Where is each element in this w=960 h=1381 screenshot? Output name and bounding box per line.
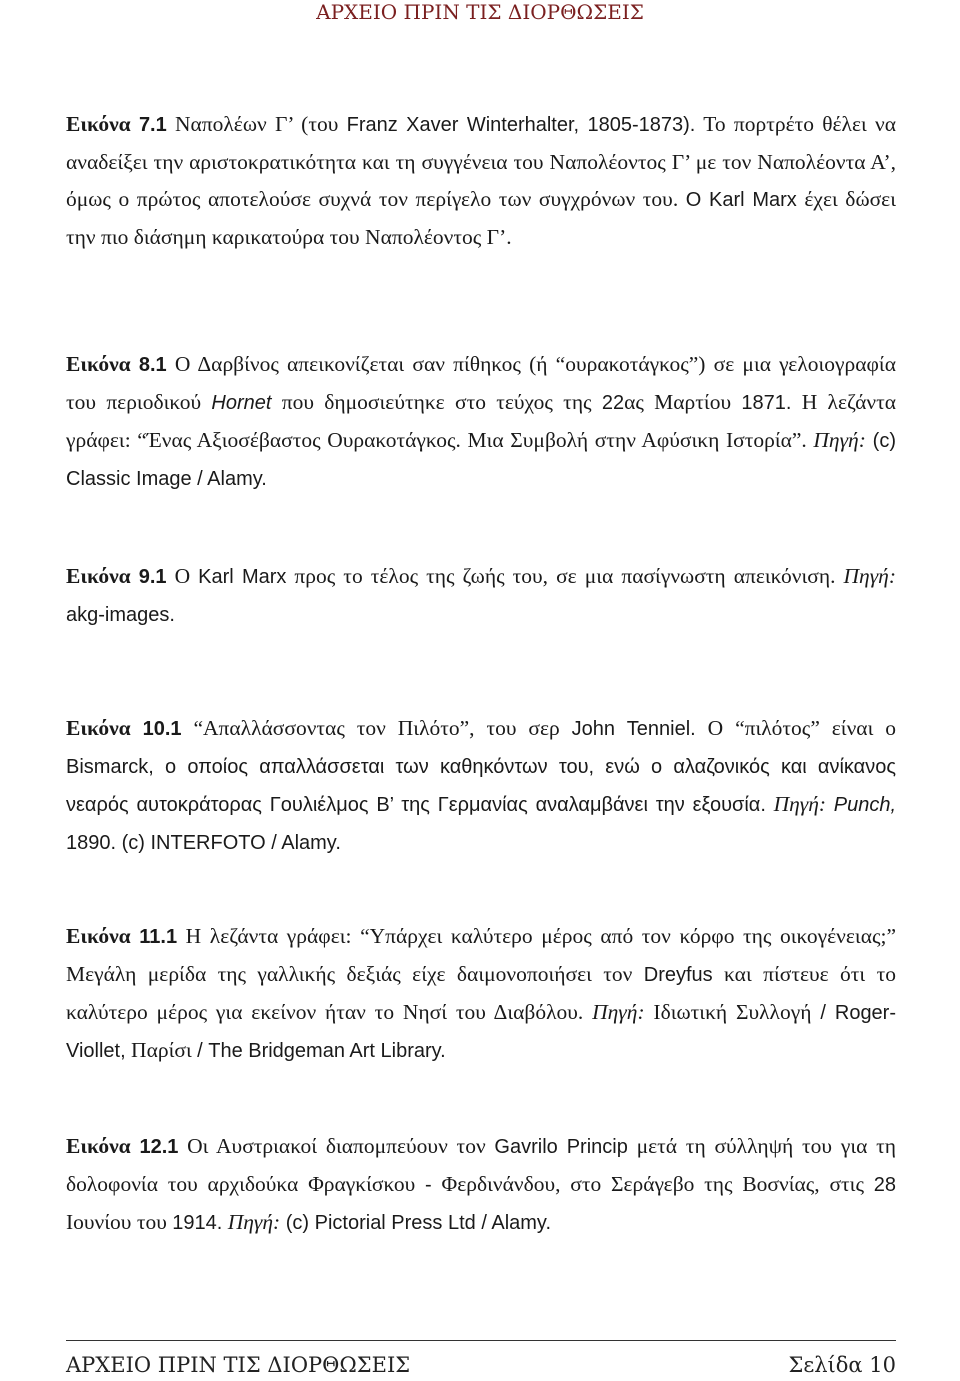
caption-text [826, 792, 834, 816]
caption-text: / Roger-Viollet, [66, 1002, 897, 1062]
caption-text: Φερδινάνδου, στο Σεράγεβο της Βοσνίας, στις [431, 1172, 874, 1196]
caption-text: Η λεζάντα γράφει: “Υπάρχει καλύτερο μέρος από τον κόρφο της οικογένειας;” Μεγάλη μερίδα της γαλλικής δεξιάς είχε δαιμονοποιήσει τον [66, 924, 897, 986]
caption-11-1 [66, 918, 896, 1070]
caption-text: Hornet [211, 392, 272, 414]
caption-number: 11.1 [139, 926, 178, 948]
caption-text: και πίστευε ότι το καλύτερο μέρος για εκείνον ήταν το Νησί του Διαβόλου. [66, 962, 896, 1024]
caption-text: Karl Marx [198, 566, 287, 588]
caption-7-1 [66, 106, 896, 256]
caption-text: 1914. [172, 1212, 223, 1234]
caption-text: έχει δώσει την πιο διάσημη καρικατούρα του Ναπολέοντος Γ’. [66, 187, 896, 249]
footer-title: ΑΡΧΕΙΟ ΠΡΙΝ ΤΙΣ ΔΙΟΡΘΩΣΕΙΣ [66, 1353, 411, 1377]
caption-9-1 [66, 558, 896, 634]
caption-number: 7.1 [138, 114, 167, 136]
caption-text: Πηγή: [773, 792, 827, 816]
caption-text: John Tenniel. [571, 718, 696, 740]
caption-text: 22 [601, 392, 625, 414]
caption-text: ας Μαρτίου [624, 390, 742, 414]
caption-text: ) σε μια γελοιογραφία του περιοδικού [66, 352, 896, 414]
page-header: ΑΡΧΕΙΟ ΠΡΙΝ ΤΙΣ ΔΙΟΡΘΩΣΕΙΣ [316, 0, 644, 24]
caption-text: akg-images. [66, 604, 175, 626]
caption-text: Η λεζάντα γράφει: “Ένας Αξιοσέβαστος Ουρακοτάγκος. Μια Συμβολή στην Αφύσικη Ιστορία”. [66, 390, 897, 452]
caption-text: Punch, [833, 794, 896, 816]
caption-text: Bismarck, ο οποίος απαλλάσσεται των καθηκόντων του, ενώ ο αλαζονικός και ανίκανος νεαρός αυτοκράτορας Γουλιέλμος Β’ της Γερμανίας αναλαμβάνει την εξουσία. [66, 756, 896, 816]
caption-text: (c) Classic Image / Alamy. [66, 430, 896, 490]
caption-text: 28 [873, 1174, 896, 1196]
caption-text: Ο “πιλότος” είναι ο [695, 716, 897, 740]
caption-number: 10.1 [142, 718, 182, 740]
caption-label: Εικόνα [66, 112, 131, 136]
caption-12-1 [66, 1128, 896, 1242]
caption-text: 1871. [741, 392, 792, 414]
caption-text: Ο [166, 564, 199, 588]
caption-label: Εικόνα [66, 716, 131, 740]
caption-text: Gavrilo Princip [494, 1136, 628, 1158]
caption-text: 1890. (c) INTERFOTO / Alamy. [66, 832, 341, 854]
caption-text: Ιουνίου του [66, 1210, 173, 1234]
caption-text: / The Bridgeman Art Library. [197, 1040, 446, 1062]
caption-label: Εικόνα [66, 924, 131, 948]
caption-text: Πηγή: [592, 1000, 645, 1024]
page-number: Σελίδα 10 [788, 1353, 896, 1377]
caption-text: Οι Αυστριακοί διαπομπεύουν τον [178, 1134, 495, 1158]
caption-text: Dreyfus [643, 964, 713, 986]
caption-text: Ο Karl Marx [685, 189, 797, 211]
caption-text: Πηγή: [813, 428, 866, 452]
caption-text: Παρίσι [125, 1038, 198, 1062]
caption-number: 9.1 [138, 566, 167, 588]
caption-8-1 [66, 346, 896, 498]
caption-text: Ναπολέων Γ’ (του [166, 112, 347, 136]
caption-text: Franz Xaver Winterhalter, 1805-1873). [346, 114, 696, 136]
caption-text: που δημοσιεύτηκε στο τεύχος της [271, 390, 602, 414]
caption-10-1 [66, 710, 896, 862]
caption-text: Το πορτρέτο θέλει να αναδείξει την αριστοκρατικότητα και τη συγγένεια του Ναπολέοντος Γ’ με τον Ναπολέοντα Α’, όμως ο πρώτος αποτελούσε συχνά τον περίγελο των συγχρόνων του. [66, 112, 897, 211]
caption-text: ή “ουρακοτάγκος” [536, 352, 699, 376]
caption-text: μετά τη σύλληψή του για τη δολοφονία του αρχιδούκα Φραγκίσκου [66, 1134, 897, 1196]
caption-text [766, 792, 774, 816]
caption-text: (c) Pictorial Press Ltd / Alamy. [280, 1212, 551, 1234]
caption-text: “Απαλλάσσοντας τον Πιλότο”, του σερ [181, 716, 572, 740]
caption-text: προς το τέλος της ζωής του, σε μια πασίγνωστη απεικόνιση. [286, 564, 844, 588]
caption-number: 8.1 [138, 354, 167, 376]
caption-text: Ο Δαρβίνος απεικονίζεται σαν πίθηκος ( [166, 352, 537, 376]
caption-label: Εικόνα [66, 352, 131, 376]
caption-number: 12.1 [139, 1136, 179, 1158]
caption-label: Εικόνα [66, 564, 131, 588]
caption-text: - [425, 1174, 432, 1196]
footer-divider [66, 1340, 896, 1341]
caption-label: Εικόνα [66, 1134, 131, 1158]
caption-text: Πηγή: [843, 564, 897, 588]
caption-text: Ιδιωτική Συλλογή [644, 1000, 821, 1024]
caption-text: Πηγή: [227, 1210, 281, 1234]
